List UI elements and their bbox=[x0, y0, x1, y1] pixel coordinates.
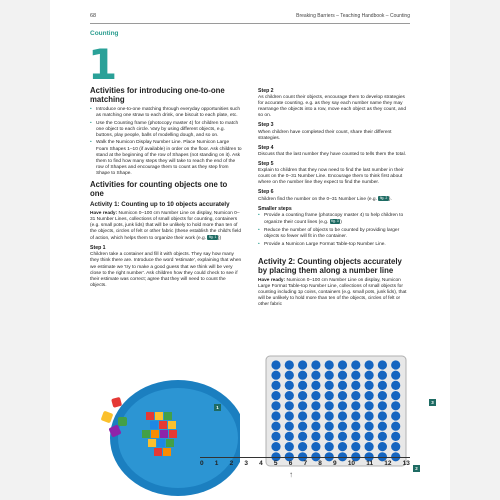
frame-circle bbox=[365, 401, 374, 410]
tick-label: 9 bbox=[333, 460, 337, 467]
list-item: • Walk the Numicon Display Number Line. Place Numicon Large Foam Shapes 1–10 (if available) in order on the floor. Ask children to stand at the beginning of the row of Shapes (not standing on it). Ask them to find how many steps they will take to reach the end of the row of Shapes and encourage them to count as they step from Shape to Shape. bbox=[90, 140, 242, 177]
smaller-steps-label: Smaller steps bbox=[258, 206, 292, 213]
list-item: • Introduce one-to-one matching through everyday opportunities such as matching one straw to each drink, one biscuit to each plate, etc. bbox=[90, 107, 242, 119]
frame-circle bbox=[311, 432, 320, 441]
frame-circle bbox=[351, 381, 360, 390]
frame-circle bbox=[325, 411, 334, 420]
handbook-page bbox=[50, 0, 450, 500]
step-3-label: Step 3 bbox=[258, 122, 274, 129]
up-arrow-icon: ↑ bbox=[289, 470, 293, 479]
frame-circle bbox=[378, 442, 387, 451]
frame-circle bbox=[378, 422, 387, 431]
frame-circle bbox=[351, 391, 360, 400]
frame-circle bbox=[391, 442, 400, 451]
frame-circle bbox=[391, 360, 400, 369]
frame-circle bbox=[325, 442, 334, 451]
frame-circle bbox=[351, 422, 360, 431]
frame-circle bbox=[378, 360, 387, 369]
step-2-text: As children count their objects, encourage them to develop strategies for accurate counting. e.g. as they say each number name they may rearrange the objects into a row, move each object as they count, and so on. bbox=[258, 95, 406, 119]
figure-marker: 3 bbox=[429, 399, 436, 406]
list-item: • Reduce the number of objects to be counted by providing larger objects so fewer will fit in the container. bbox=[258, 228, 410, 240]
have-ready-end: )) bbox=[217, 236, 222, 242]
running-head: Breaking Barriers – Teaching Handbook – Counting bbox=[296, 13, 410, 19]
frame-circle bbox=[298, 401, 307, 410]
frame-circle bbox=[285, 432, 294, 441]
frame-circle bbox=[378, 371, 387, 380]
page-number: 68 bbox=[90, 13, 97, 19]
tick-label: 3 bbox=[244, 460, 248, 467]
frame-circle bbox=[271, 371, 280, 380]
frame-circle bbox=[325, 381, 334, 390]
have-ready-text: Numicon 0–100 cm Number Line on display, Numicon Large Format Table-top Number Line, collections of small objects for counting including 1p coins, containers (e.g. small pots, junk lids), that will be unlikely to hold more than ten of the objects, circles of felt or other fabric bbox=[258, 277, 407, 307]
frame-circle bbox=[391, 422, 400, 431]
frame-circle bbox=[285, 391, 294, 400]
frame-circle bbox=[365, 422, 374, 431]
frame-circle bbox=[298, 422, 307, 431]
frame-circle bbox=[365, 360, 374, 369]
frame-circle bbox=[365, 411, 374, 420]
frame-circle bbox=[325, 371, 334, 380]
tick-label: 0 bbox=[200, 460, 204, 467]
tick-label: 6 bbox=[288, 460, 293, 467]
figure-marker: 2 bbox=[413, 465, 420, 472]
frame-circle bbox=[391, 381, 400, 390]
step-6-paragraph bbox=[258, 196, 410, 203]
number-line bbox=[200, 452, 410, 492]
figure-ref[interactable]: fig. 3 bbox=[331, 219, 339, 224]
frame-circle bbox=[338, 432, 347, 441]
frame-circle bbox=[351, 411, 360, 420]
step-2-label: Step 2 bbox=[258, 88, 274, 94]
frame-circle bbox=[391, 371, 400, 380]
frame-circle bbox=[285, 381, 294, 390]
frame-circle bbox=[338, 422, 347, 431]
frame-circle bbox=[285, 442, 294, 451]
left-column bbox=[90, 86, 242, 291]
frame-circle bbox=[378, 401, 387, 410]
frame-circle bbox=[378, 391, 387, 400]
frame-circle bbox=[365, 442, 374, 451]
tick-label: 12 bbox=[384, 460, 392, 467]
frame-circle bbox=[325, 391, 334, 400]
have-ready-label: Have ready: bbox=[90, 211, 118, 217]
figure-ref[interactable]: fig. 2 bbox=[379, 196, 388, 201]
frame-circle bbox=[365, 371, 374, 380]
frame-circle bbox=[298, 371, 307, 380]
frame-circle bbox=[365, 391, 374, 400]
section-label: Counting bbox=[90, 30, 119, 37]
frame-circle bbox=[338, 381, 347, 390]
frame-circle bbox=[378, 411, 387, 420]
list-item: • Use the Counting frame (photocopy master 4) for children to match one object to each circle. Vary by using different objects, e.g. buttons, play people, balls of modelling dough, and so on. bbox=[90, 121, 242, 139]
tick-label: 7 bbox=[303, 460, 308, 467]
frame-circle bbox=[378, 432, 387, 441]
frame-circle bbox=[271, 411, 280, 420]
frame-circle bbox=[285, 371, 294, 380]
frame-circle bbox=[338, 360, 347, 369]
frame-circle bbox=[298, 442, 307, 451]
step-3-text: When children have completed their count, share their different strategies. bbox=[258, 129, 392, 141]
frame-circle bbox=[271, 432, 280, 441]
frame-circle bbox=[285, 422, 294, 431]
tick-label: 8 bbox=[318, 460, 322, 467]
step-6-text: Children find the number on the 0–31 Number Line (e.g. bbox=[258, 197, 377, 203]
activity-1-title: Activity 1: Counting up to 10 objects accurately bbox=[90, 201, 230, 209]
smaller-steps-list bbox=[258, 213, 410, 247]
frame-circle bbox=[285, 411, 294, 420]
frame-circle bbox=[325, 401, 334, 410]
frame-circle bbox=[311, 422, 320, 431]
tick-label: 4 bbox=[259, 460, 263, 467]
frame-circle bbox=[351, 371, 360, 380]
list-item: • Provide a counting frame (photocopy master 4) to help children to organize their count lines (e.g. fig. 3 ) bbox=[258, 213, 410, 226]
activity-2-title: Activity 2: Counting objects accurately by placing them along a number line bbox=[258, 256, 402, 275]
frame-circle bbox=[285, 401, 294, 410]
frame-circle bbox=[298, 381, 307, 390]
tick-label: 2 bbox=[229, 460, 234, 467]
section-title: Activities for introducing one-to-one matching bbox=[90, 86, 225, 104]
frame-circle bbox=[325, 360, 334, 369]
figure-ref[interactable]: fig. 1 bbox=[208, 235, 217, 240]
list-item-text: Provide a counting frame (photocopy master 4) to help children to organize their count lines (e.g. bbox=[264, 213, 404, 226]
frame-circle bbox=[298, 360, 307, 369]
figure-marker: 1 bbox=[214, 404, 221, 411]
tick-label: 13 bbox=[402, 460, 410, 467]
step-6-end: ). bbox=[388, 197, 392, 203]
step-1-label: Step 1 bbox=[90, 245, 106, 252]
frame-circle bbox=[391, 391, 400, 400]
frame-circle bbox=[365, 432, 374, 441]
have-ready-text: Numicon 0–100 cm Number Line on display, Numicon 0–31 Number Lines, collections of small objects for counting, containers (e.g. small pots, junk lids) that will be unlikely to hold more than ten of the objects, circles of felt or other fabric (these establish the child's field of action, which helps them to organize their work (e.g. bbox=[90, 211, 242, 242]
tick-label: 11 bbox=[366, 460, 374, 467]
section-heading-counting: Activities for counting objects one to one bbox=[90, 180, 228, 199]
have-ready-paragraph bbox=[258, 278, 410, 308]
matching-activities-list bbox=[90, 107, 242, 177]
frame-circle bbox=[311, 371, 320, 380]
frame-circle bbox=[338, 442, 347, 451]
step-4-text: Discuss that the last number they have counted to tells them the total. bbox=[258, 151, 406, 157]
header-rule bbox=[90, 23, 410, 24]
step-5-label: Step 5 bbox=[258, 160, 274, 167]
frame-circle bbox=[271, 360, 280, 369]
frame-circle bbox=[271, 422, 280, 431]
step-6-label: Step 6 bbox=[258, 189, 274, 196]
frame-circle bbox=[351, 401, 360, 410]
tick-label: 5 bbox=[273, 460, 278, 467]
number-line-ticks bbox=[200, 460, 410, 467]
frame-circle bbox=[391, 432, 400, 441]
frame-circle bbox=[365, 381, 374, 390]
frame-circle bbox=[325, 422, 334, 431]
frame-circle bbox=[338, 401, 347, 410]
right-column bbox=[258, 85, 410, 310]
frame-circle bbox=[298, 432, 307, 441]
frame-circle bbox=[311, 391, 320, 400]
frame-circle bbox=[391, 401, 400, 410]
frame-circle bbox=[285, 360, 294, 369]
frame-circle bbox=[378, 381, 387, 390]
frame-circle bbox=[325, 432, 334, 441]
list-item: • Provide a Numicon Large Format Table-top Number Line. bbox=[258, 242, 410, 248]
have-ready-paragraph bbox=[90, 211, 242, 242]
number-line-track bbox=[200, 457, 410, 458]
step-4-label: Step 4 bbox=[258, 144, 274, 151]
frame-circle bbox=[311, 401, 320, 410]
frame-circle bbox=[351, 432, 360, 441]
frame-circle bbox=[338, 411, 347, 420]
frame-circle bbox=[338, 371, 347, 380]
step-1-text: Children take a container and fill it with objects. They say how many they think there are. Introduce the word 'estimate', explaining that when we estimate we 'try to make a good guess that we think will be very close to the right number'. Ask children how they could check to see if their estimate was correct; agree that they will need to count the objects. bbox=[90, 252, 242, 288]
step-5-text: Explain to children that they now need to find the last number in their count on the 0–31 Number Line. Encourage them to think first about where on the number line they expect to find the number. bbox=[258, 168, 404, 186]
frame-circle bbox=[311, 442, 320, 451]
tick-label: 1 bbox=[214, 460, 219, 467]
frame-circle bbox=[311, 411, 320, 420]
frame-circle bbox=[391, 411, 400, 420]
frame-circle bbox=[351, 442, 360, 451]
chapter-number: 1 bbox=[88, 40, 118, 89]
have-ready-label: Have ready: bbox=[258, 277, 286, 283]
frame-circle bbox=[298, 391, 307, 400]
frame-circle bbox=[271, 401, 280, 410]
frame-circle bbox=[271, 442, 280, 451]
frame-circle bbox=[271, 381, 280, 390]
frame-circle bbox=[271, 391, 280, 400]
frame-circle bbox=[298, 411, 307, 420]
frame-circle bbox=[338, 391, 347, 400]
frame-circle bbox=[311, 381, 320, 390]
frame-circle bbox=[351, 360, 360, 369]
tick-label: 10 bbox=[347, 460, 356, 467]
frame-circle bbox=[311, 360, 320, 369]
